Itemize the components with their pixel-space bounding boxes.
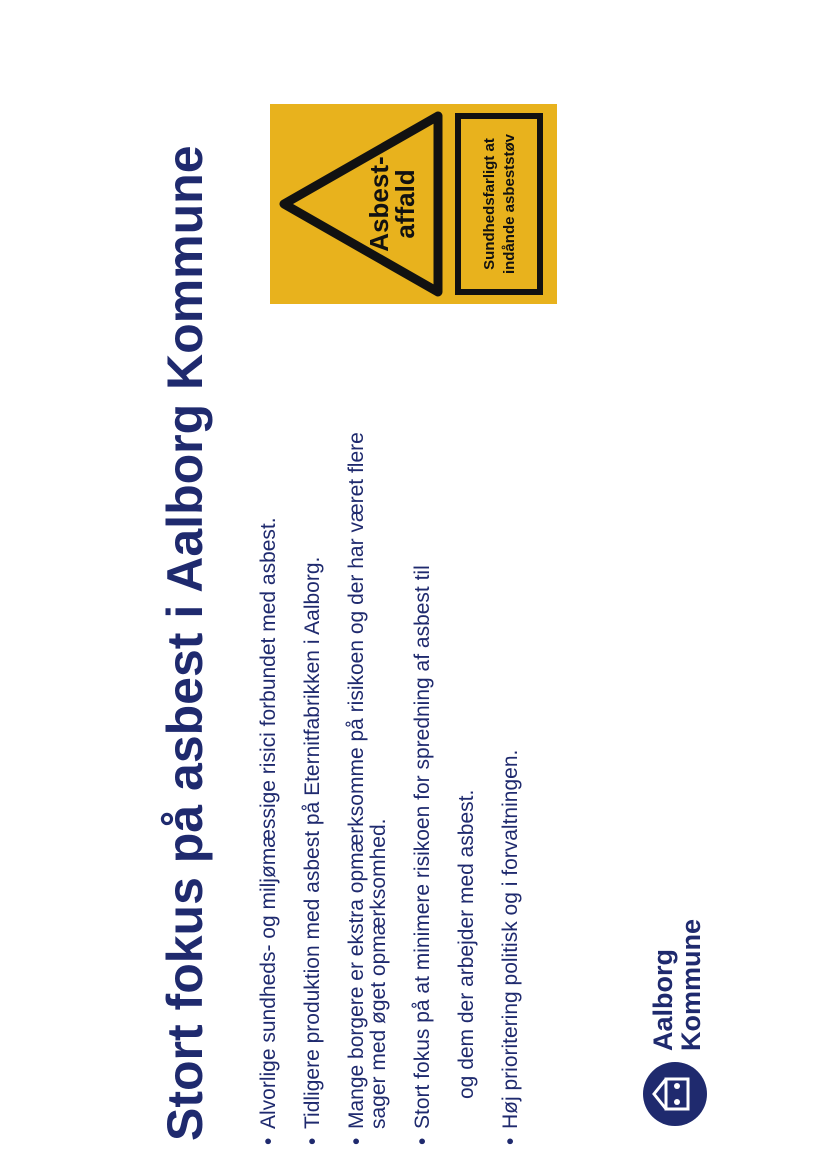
list-item: • Høj prioritering politisk og i forvaltningen. (499, 749, 523, 1145)
box-text-line1: Sundhedsfarligt at (481, 138, 498, 270)
list-item: • Stort fokus på at minimere risikoen for spredning af asbest til (411, 565, 435, 1145)
list-item: • Mange borgere er ekstra opmærksomme på risikoen og der har været flere sager med øget opmærksomhed. (345, 432, 391, 1145)
list-item-continuation (456, 389, 478, 1149)
aalborg-kommune-logo (640, 849, 710, 1129)
box-text-line2: indånde asbeststøv (501, 133, 518, 275)
triangle-text-line2: affald (390, 169, 420, 239)
bullet-text: Høj prioritering politisk og i forvaltningen. (499, 749, 523, 1129)
bullet-text: Alvorlige sundheds- og miljømæssige risici forbundet med asbest. (257, 517, 280, 1129)
logo-graphic (640, 849, 710, 1129)
list-item: • Tidligere produktion med asbest på Eternitfabrikken i Aalborg. (301, 556, 325, 1145)
bullet-text: og dem der arbejder med asbest. (455, 789, 479, 1099)
list-item: • Alvorlige sundheds- og miljømæssige risici forbundet med asbest. (257, 517, 280, 1145)
bullet-text: Stort fokus på at minimere risikoen for spredning af asbest til (411, 565, 435, 1129)
bullet-text: Tidligere produktion med asbest på Eternitfabrikken i Aalborg. (301, 556, 325, 1129)
logo-text-line1: Aalborg (648, 948, 678, 1051)
bullet-text: Mange borgere er ekstra opmærksomme på risikoen og der har været flere sager med øget opmærksomhed. (345, 432, 391, 1129)
page-title: Stort fokus på asbest i Aalborg Kommune (157, 145, 213, 1141)
asbestos-warning-sign (270, 104, 557, 304)
warning-sign-graphic (270, 104, 557, 304)
logo-text-line2: Kommune (676, 918, 706, 1051)
bullet-list (258, 389, 544, 1149)
triangle-text-line1: Asbest- (364, 156, 394, 252)
